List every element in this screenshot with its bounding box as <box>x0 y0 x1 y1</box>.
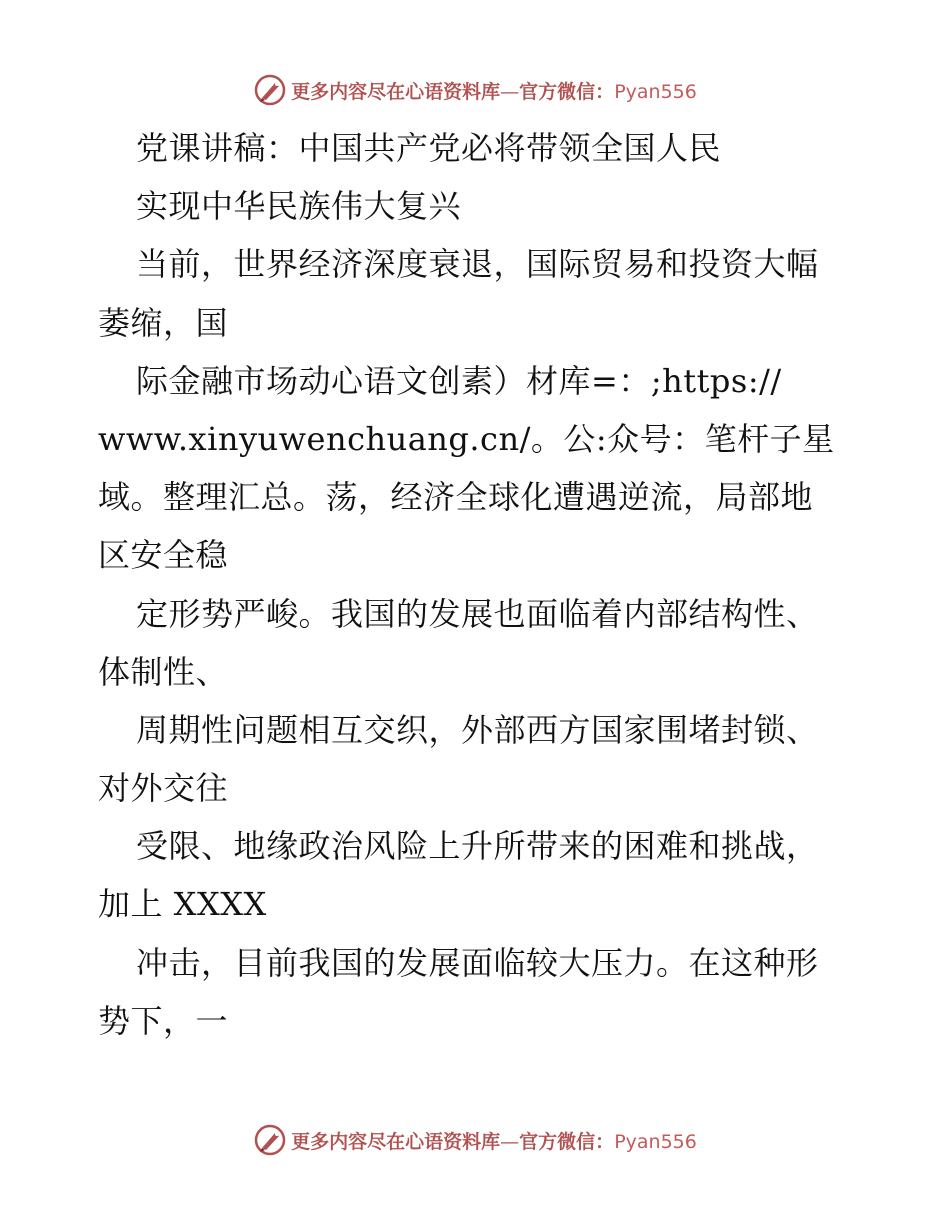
text-line: 受限、地缘政治风险上升所带来的困难和挑战， <box>136 827 819 866</box>
text-line: 势下，一 <box>98 1001 229 1040</box>
text-line: 际金融市场动心语文创素）材库=：;https:// <box>136 361 782 400</box>
pen-logo-icon <box>253 1123 287 1157</box>
banner-text: 更多内容尽在心语资料库—官方微信：Pyan556 <box>291 80 697 103</box>
text-line: 萎缩，国 <box>98 303 229 342</box>
title-line-1: 党课讲稿：中国共产党必将带领全国人民 <box>136 129 722 167</box>
text-line: 冲击，目前我国的发展面临较大压力。在这种形 <box>136 943 819 982</box>
text-line: 加上 XXXX <box>98 885 267 924</box>
text-line: 当前，世界经济深度衰退，国际贸易和投资大幅 <box>136 245 819 284</box>
footer-banner <box>0 1120 950 1160</box>
text-line: 体制性、 <box>98 652 229 691</box>
banner-text: 更多内容尽在心语资料库—官方微信：Pyan556 <box>291 1130 697 1153</box>
title-line-2: 实现中华民族伟大复兴 <box>136 187 462 226</box>
text-line: 周期性问题相互交织，外部西方国家围堵封锁、 <box>136 710 819 749</box>
text-line: www.xinyuwenchuang.cn/。公:众号：笔杆子星 <box>98 419 835 458</box>
header-banner <box>0 70 950 110</box>
text-line: 对外交往 <box>98 769 229 808</box>
document-body <box>98 119 858 1050</box>
text-line: 区安全稳 <box>98 536 229 575</box>
pen-logo-icon <box>253 73 287 107</box>
text-line: 定形势严峻。我国的发展也面临着内部结构性、 <box>136 594 819 633</box>
text-line: 域。整理汇总。荡，经济全球化遭遇逆流，局部地 <box>98 478 814 517</box>
